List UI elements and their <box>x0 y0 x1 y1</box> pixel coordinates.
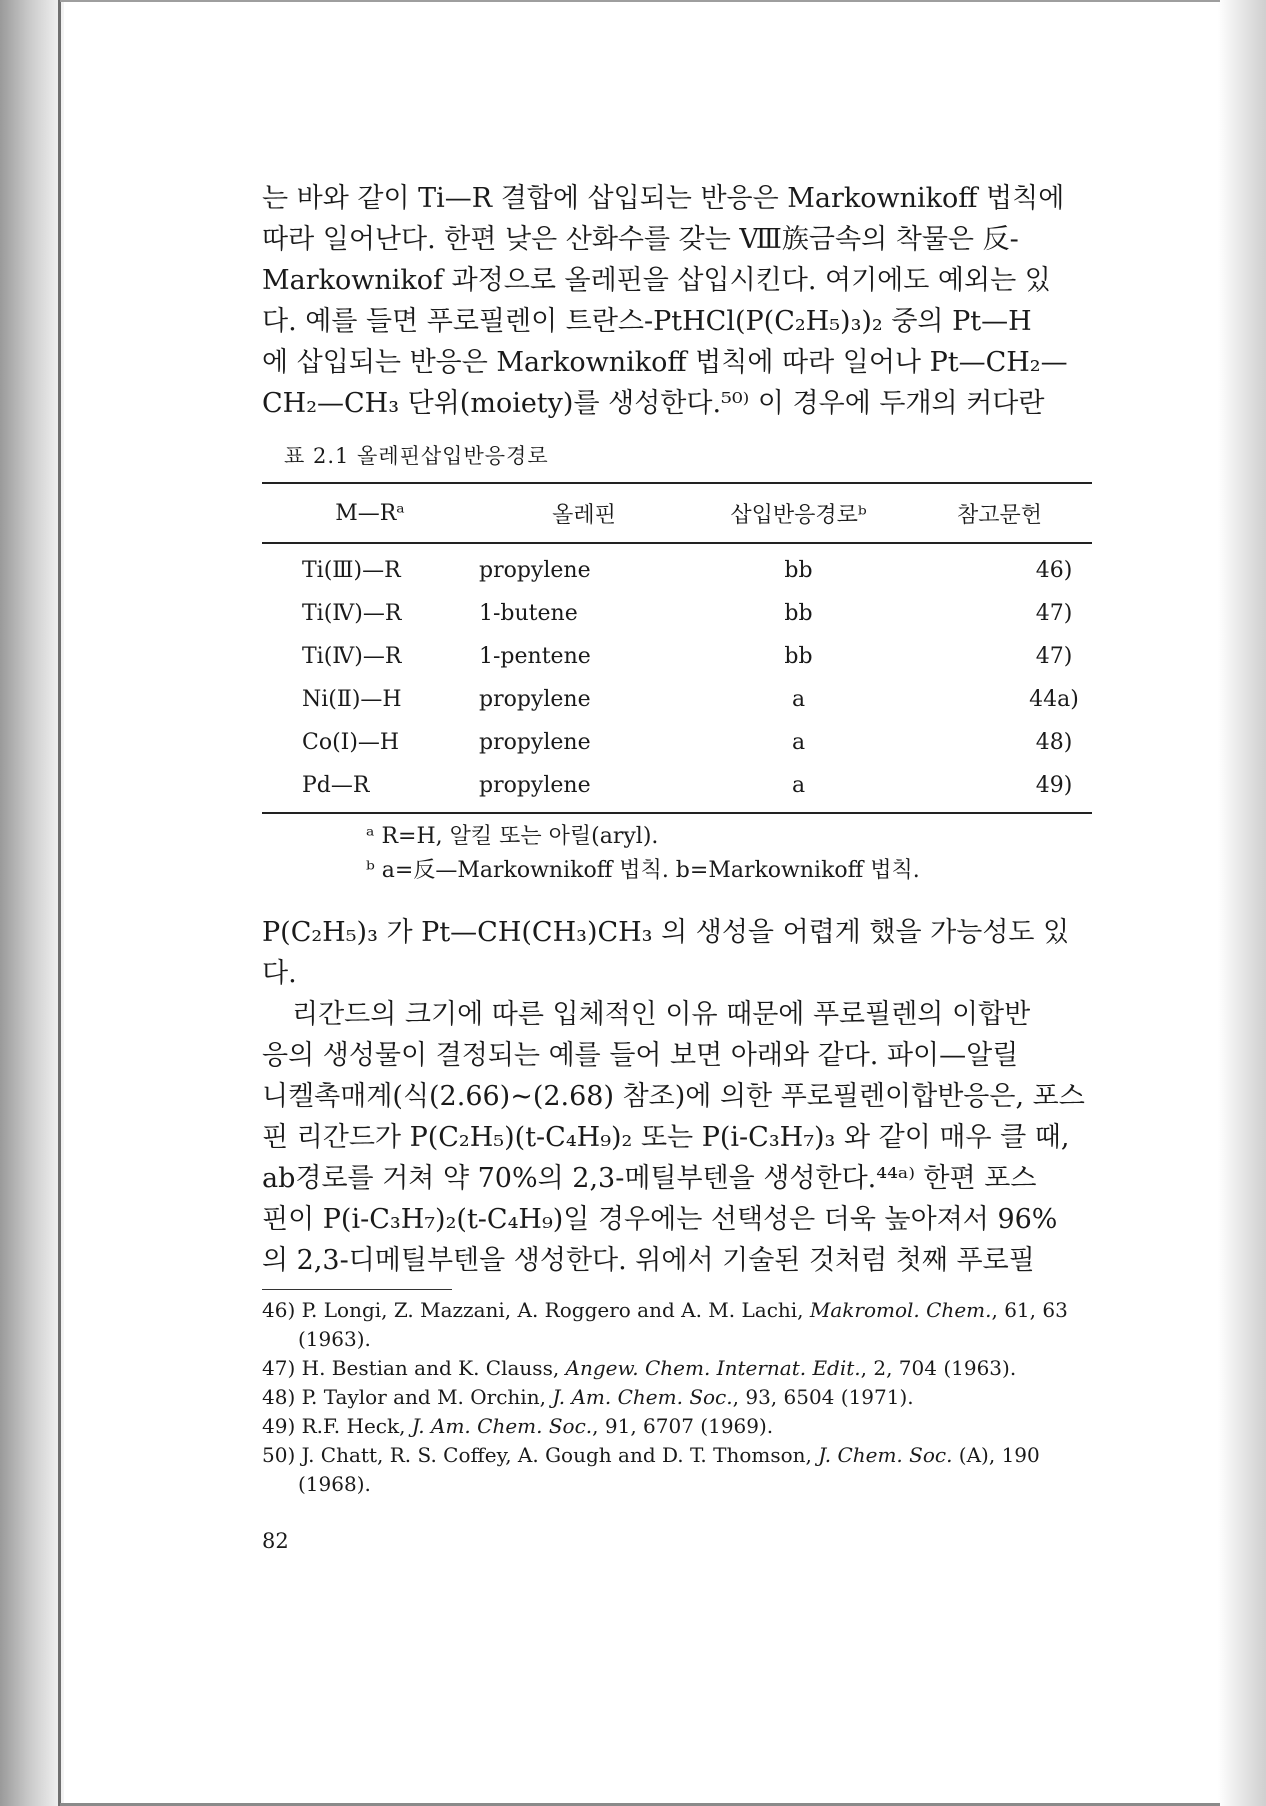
page-right-shadow <box>1218 0 1266 1806</box>
cell-metal: Ti(Ⅳ)—R <box>302 601 402 626</box>
cell-olefin: 1-pentene <box>479 644 591 669</box>
text-line: 따라 일어난다. 한편 낮은 산화수를 갖는 Ⅷ族금속의 착물은 反- <box>262 224 1019 255</box>
footnote-49 <box>262 1412 1092 1441</box>
footnotes <box>262 1296 1092 1499</box>
footnote-divider <box>262 1289 452 1290</box>
text-line: 응의 생성물이 결정되는 예를 들어 보면 아래와 같다. 파이—알릴 <box>262 1040 1019 1071</box>
cell-metal: Ni(Ⅱ)—H <box>302 687 402 712</box>
footnote-46 <box>262 1296 1092 1354</box>
footnote-number: 48) <box>262 1385 296 1409</box>
table-note-a: ᵃ R=H, 알킬 또는 아릴(aryl). <box>366 824 659 849</box>
cell-metal: Ti(Ⅲ)—R <box>302 558 401 583</box>
text-line: CH₂—CH₃ 단위(moiety)를 생성한다.⁵⁰⁾ 이 경우에 두개의 커다란 <box>262 388 1045 419</box>
footnote-citation: , 91, 6707 (1969). <box>592 1414 774 1438</box>
paragraph-1 <box>262 178 1092 424</box>
footnote-citation: , 93, 6504 (1971). <box>732 1385 914 1409</box>
document-page <box>262 178 1092 1553</box>
page-number: 82 <box>262 1529 289 1553</box>
text-line: 의 2,3-디메틸부텐을 생성한다. 위에서 기술된 것처럼 첫째 푸로필 <box>262 1245 1035 1276</box>
cell-path: a <box>791 730 806 755</box>
footnote-journal: Makromol. Chem. <box>809 1298 992 1322</box>
footnote-48 <box>262 1383 1092 1412</box>
footnote-journal: J. Am. Chem. Soc. <box>552 1385 733 1409</box>
cell-metal: Pd—R <box>262 764 478 813</box>
cell-path: bb <box>784 601 813 626</box>
text-line: 니켈촉매계(식(2.66)~(2.68) 참조)에 의한 푸로필렌이합반응은, 포스 <box>262 1081 1085 1112</box>
text-line: 핀 리간드가 P(C₂H₅)(t-C₄H₉)₂ 또는 P(i-C₃H₇)₃ 와 같이 매우 클 때, <box>262 1122 1070 1153</box>
footnote-journal: J. Am. Chem. Soc. <box>411 1414 593 1438</box>
cell-olefin: propylene <box>479 730 591 755</box>
header-reference: 참고문헌 <box>907 484 1092 543</box>
text-line: ab경로를 거쳐 약 70%의 2,3-메틸부텐을 생성한다.⁴⁴ᵃ⁾ 한편 포스 <box>262 1163 1037 1194</box>
book-spine-edge <box>0 0 64 1806</box>
text-line: P(C₂H₅)₃ 가 Pt—CH(CH₃)CH₃ 의 생성을 어렵게 했을 가능성도 있 <box>262 917 1070 948</box>
footnote-authors: P. Taylor and M. Orchin, <box>301 1385 553 1409</box>
cell-olefin: propylene <box>479 558 591 583</box>
cell-reference: 47) <box>1035 644 1073 669</box>
header-metal: M—Rᵃ <box>262 484 478 543</box>
table-caption: 표 2.1 올레핀삽입반응경로 <box>284 444 549 468</box>
footnote-authors: R.F. Heck, <box>301 1414 412 1438</box>
footnote-number: 47) <box>262 1356 296 1380</box>
footnote-journal: J. Chem. Soc. <box>818 1443 953 1467</box>
table-row <box>262 764 1092 813</box>
footnote-50 <box>262 1441 1092 1499</box>
table-note-b: ᵇ a=反—Markownikoff 법칙. b=Markownikoff 법칙. <box>366 858 920 883</box>
footnote-authors: H. Bestian and K. Clauss, <box>301 1356 566 1380</box>
cell-metal: Co(Ⅰ)—H <box>302 730 400 755</box>
olefin-insertion-table <box>262 484 1092 814</box>
paragraph-3 <box>262 994 1092 1281</box>
table-row <box>262 592 1092 635</box>
text-line: 에 삽입되는 반응은 Markownikoff 법칙에 따라 일어나 Pt—CH₂— <box>262 347 1068 378</box>
table-row <box>262 543 1092 592</box>
cell-path: bb <box>784 644 813 669</box>
footnote-authors: J. Chatt, R. S. Coffey, A. Gough and D. T. Thomson, <box>301 1443 819 1467</box>
table-row <box>262 678 1092 721</box>
cell-olefin: 1-butene <box>479 601 578 626</box>
footnote-citation: , 2, 704 (1963). <box>860 1356 1017 1380</box>
footnote-citation: (A), 190 (1968). <box>298 1443 1040 1496</box>
cell-path: a <box>791 687 806 712</box>
text-line: 는 바와 같이 Ti—R 결합에 삽입되는 반응은 Markownikoff 법칙에 <box>262 183 1065 214</box>
footnote-citation: , 61, 63 (1963). <box>298 1298 1068 1351</box>
footnote-number: 49) <box>262 1414 296 1438</box>
header-olefin: 올레핀 <box>478 484 690 543</box>
text-line: 다. 예를 들면 푸로필렌이 트란스-PtHCl(P(C₂H₅)₃)₂ 중의 Pt—H <box>262 306 1032 337</box>
text-line: 핀이 P(i-C₃H₇)₂(t-C₄H₉)일 경우에는 선택성은 더욱 높아져서 96% <box>262 1204 1058 1235</box>
footnote-number: 46) <box>262 1298 296 1322</box>
cell-reference: 47) <box>1035 601 1073 626</box>
footnote-47 <box>262 1354 1092 1383</box>
footnote-number: 50) <box>262 1443 296 1467</box>
header-path: 삽입반응경로ᵇ <box>690 484 907 543</box>
cell-olefin: propylene <box>479 687 591 712</box>
text-line: Markownikof 과정으로 올레핀을 삽입시킨다. 여기에도 예외는 있 <box>262 265 1051 296</box>
cell-path: a <box>690 764 907 813</box>
text-line: 리간드의 크기에 따른 입체적인 이유 때문에 푸로필렌의 이합반 <box>292 999 1031 1030</box>
table-header-row <box>262 484 1092 543</box>
table-row <box>262 635 1092 678</box>
cell-reference: 48) <box>1035 730 1073 755</box>
book-spine-line <box>58 0 61 1806</box>
table-row <box>262 721 1092 764</box>
cell-metal: Ti(Ⅳ)—R <box>302 644 402 669</box>
paragraph-2 <box>262 912 1092 994</box>
cell-reference: 44a) <box>1029 687 1079 712</box>
cell-reference: 46) <box>1035 558 1073 583</box>
cell-reference: 49) <box>907 764 1092 813</box>
footnote-authors: P. Longi, Z. Mazzani, A. Roggero and A. M. Lachi, <box>301 1298 810 1322</box>
cell-path: bb <box>784 558 813 583</box>
footnote-journal: Angew. Chem. Internat. Edit. <box>565 1356 861 1380</box>
page-top-border <box>60 0 1220 2</box>
cell-olefin: propylene <box>478 764 690 813</box>
table-notes <box>366 820 1092 888</box>
text-line: 다. <box>262 958 297 989</box>
